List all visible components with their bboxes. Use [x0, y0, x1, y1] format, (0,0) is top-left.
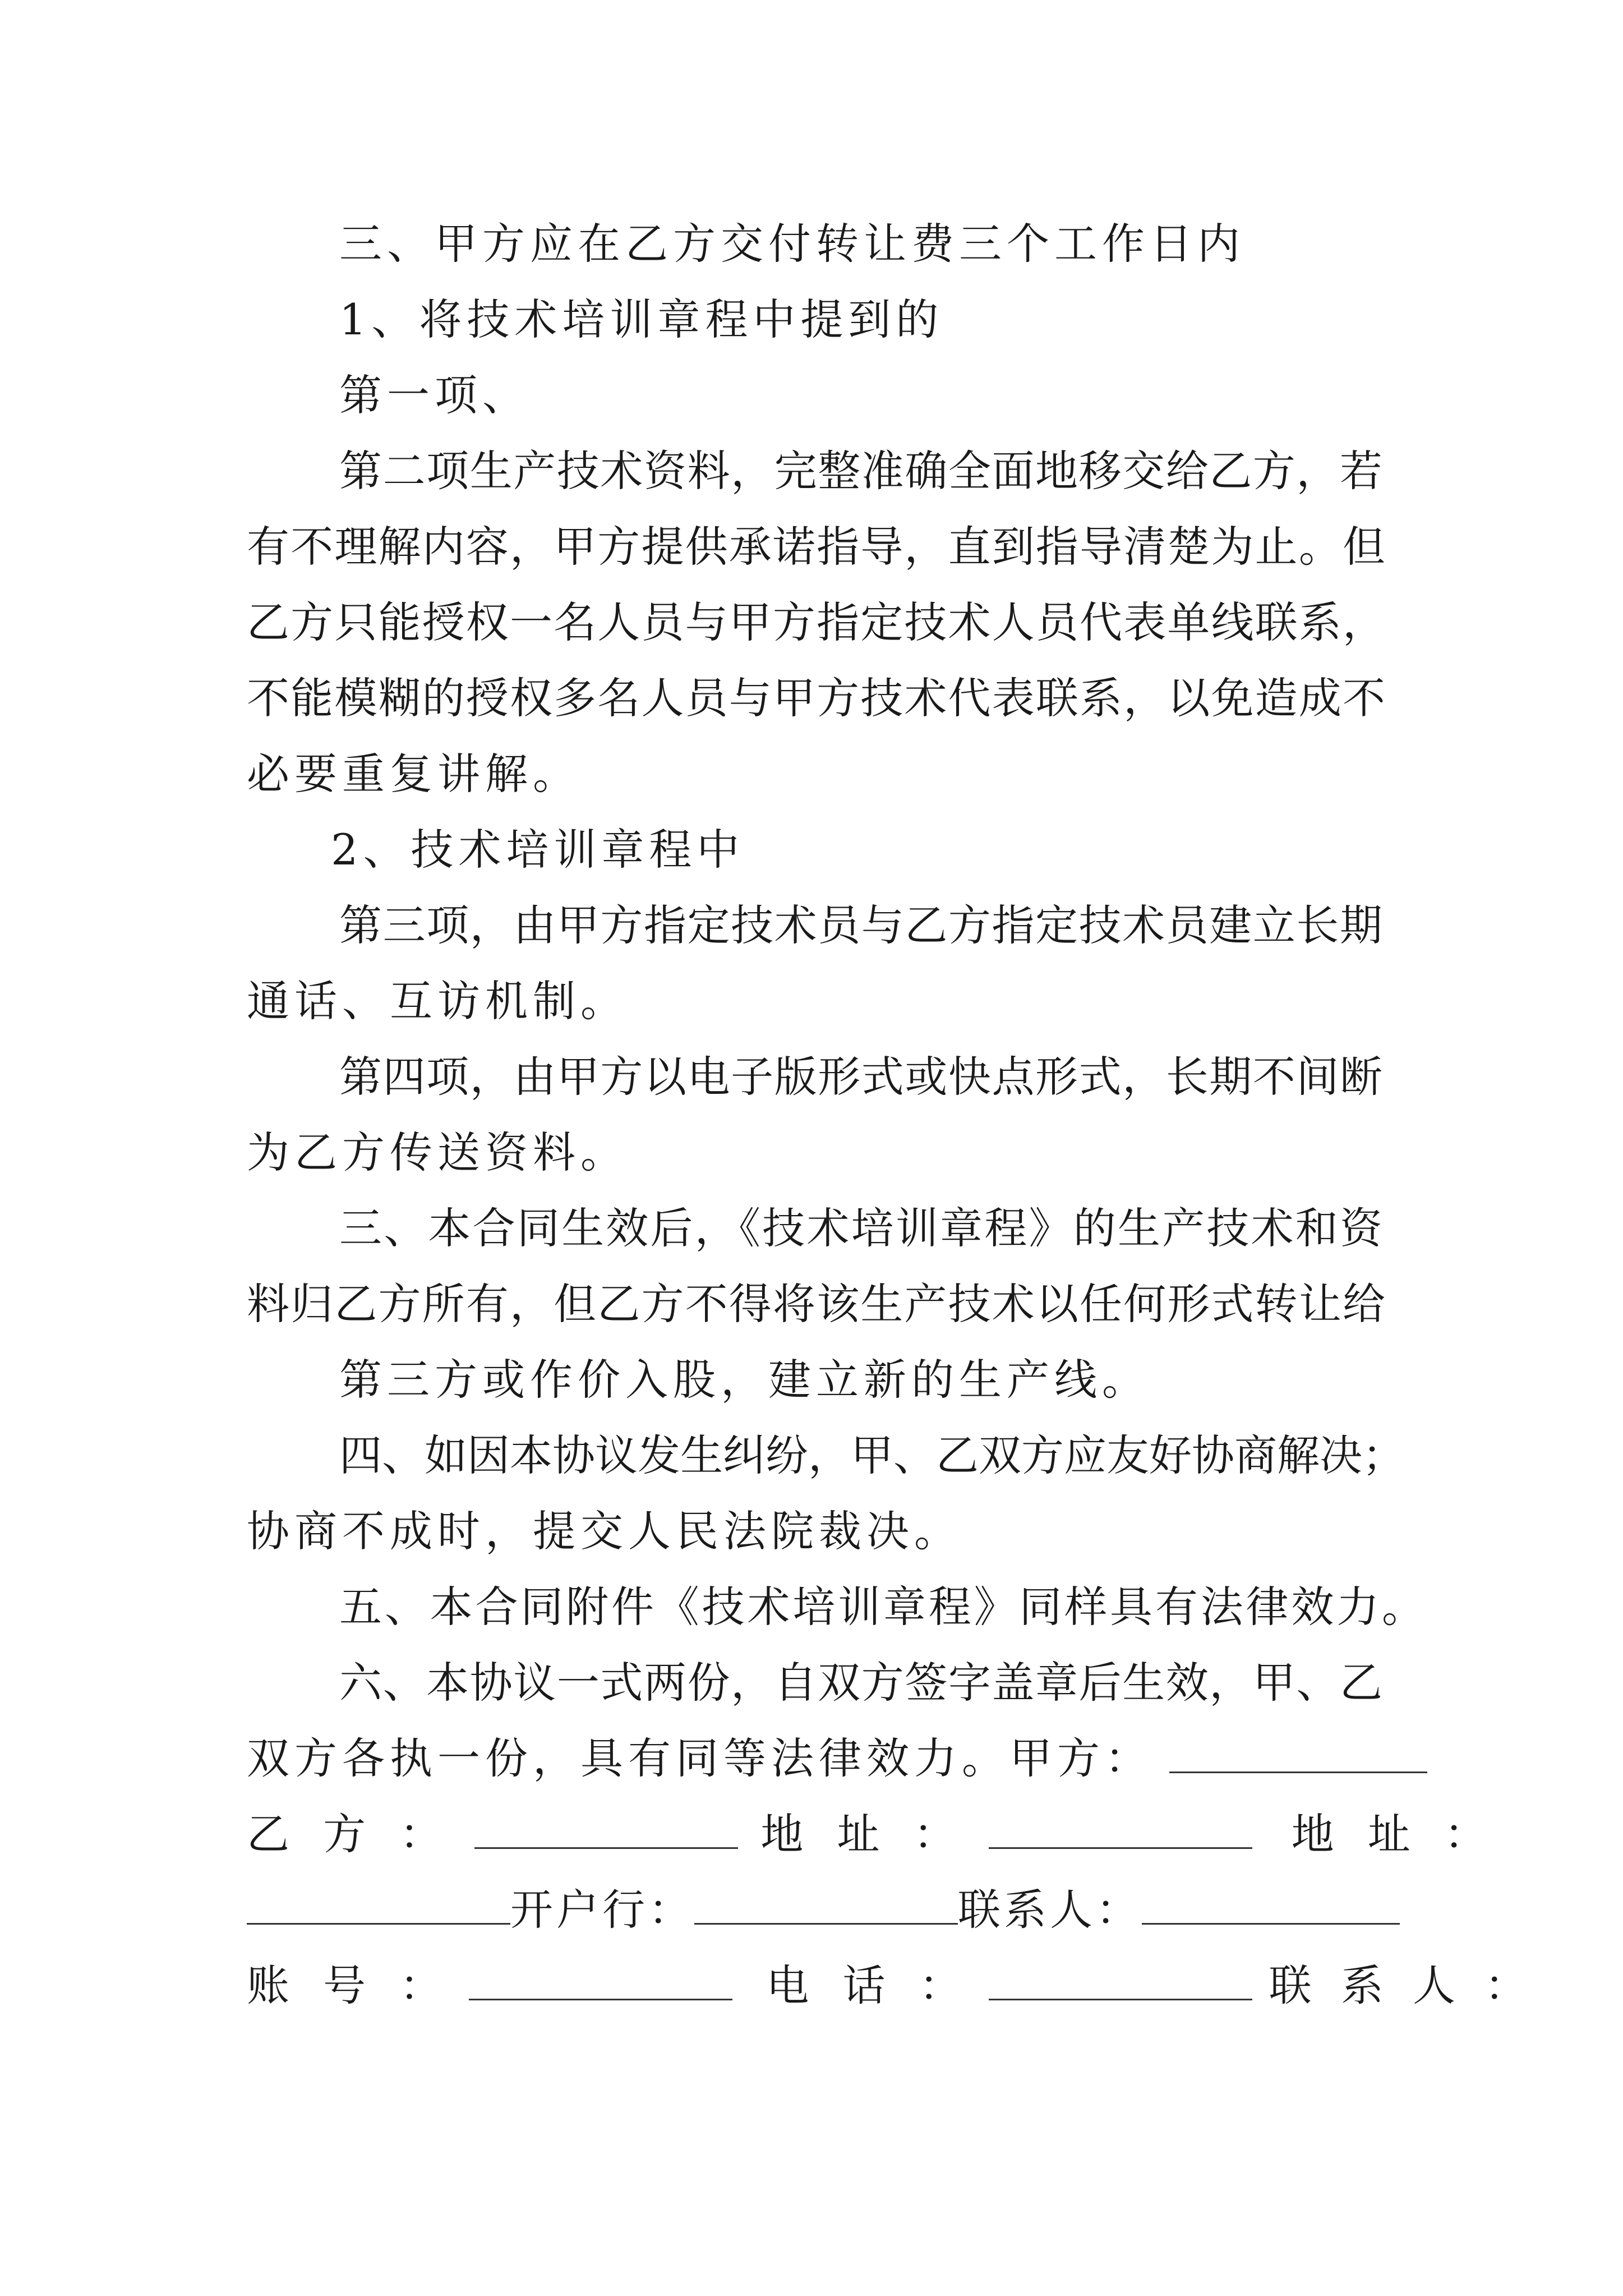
signature-line	[247, 1806, 1497, 1862]
paragraph-line: 必要重复讲解。	[247, 749, 580, 799]
phone-blank[interactable]	[989, 1965, 1252, 2000]
paragraph-line: 协商不成时，提交人民法院裁决。	[247, 1506, 962, 1556]
paragraph-line: 第二项生产技术资料，完整准确全面地移交给乙方，若	[339, 446, 1382, 496]
paragraph-line: 第一项、	[339, 370, 530, 420]
paragraph-line: 为乙方传送资料。	[247, 1128, 628, 1177]
paragraph-line: 2、技术培训章程中	[331, 825, 745, 875]
signature-line	[247, 1958, 1535, 2014]
party-b-label: 乙 方 ：	[247, 1809, 453, 1859]
paragraph-line: 1、将技术培训章程中提到的	[339, 295, 944, 344]
paragraph-line: 双方各执一份，具有同等法律效力。甲方：	[247, 1733, 1152, 1783]
paragraph-line: 第三项，由甲方指定技术员与乙方指定技术员建立长期	[339, 900, 1382, 950]
address-blank[interactable]	[247, 1889, 510, 1925]
party-b-blank[interactable]	[474, 1814, 738, 1849]
bank-label: 开户行：	[510, 1885, 694, 1935]
address-label: 地 址 ：	[1291, 1809, 1497, 1859]
paragraph-line: 第四项，由甲方以电子版形式或快点形式，长期不间断	[339, 1052, 1382, 1102]
phone-label: 电 话 ：	[766, 1961, 972, 2010]
account-blank[interactable]	[469, 1965, 732, 2000]
contact-label: 联系人：	[958, 1885, 1142, 1935]
signature-line	[247, 1882, 1400, 1938]
address-blank[interactable]	[989, 1814, 1252, 1849]
signature-line	[247, 1731, 1427, 1787]
address-label: 地 址 ：	[760, 1809, 966, 1859]
bank-blank[interactable]	[694, 1889, 958, 1925]
paragraph-line: 第三方或作价入股，建立新的生产线。	[339, 1355, 1150, 1405]
party-a-blank[interactable]	[1169, 1738, 1427, 1773]
paragraph-line: 乙方只能授权一名人员与甲方指定技术人员代表单线联系，	[247, 597, 1385, 647]
paragraph-line: 料归乙方所有，但乙方不得将该生产技术以任何形式转让给	[247, 1279, 1385, 1329]
contact-blank[interactable]	[1142, 1889, 1400, 1925]
paragraph-line: 有不理解内容，甲方提供承诺指导，直到指导清楚为止。但	[247, 522, 1385, 572]
paragraph-line: 三、本合同生效后，《技术培训章程》的生产技术和资	[339, 1203, 1382, 1253]
account-label: 账 号 ：	[247, 1961, 453, 2010]
paragraph-line: 不能模糊的授权多名人员与甲方技术代表联系，以免造成不	[247, 673, 1385, 723]
paragraph-line: 四、如因本协议发生纠纷，甲、乙双方应友好协商解决；	[339, 1430, 1405, 1480]
paragraph-line: 六、本协议一式两份，自双方签字盖章后生效，甲、乙	[339, 1658, 1382, 1708]
paragraph-line: 三、甲方应在乙方交付转让费三个工作日内	[339, 219, 1245, 269]
paragraph-line: 五、本合同附件《技术培训章程》同样具有法律效力。	[339, 1582, 1424, 1632]
contact-label: 联 系 人 ：	[1269, 1961, 1536, 2010]
paragraph-line: 通话、互访机制。	[247, 976, 628, 1026]
